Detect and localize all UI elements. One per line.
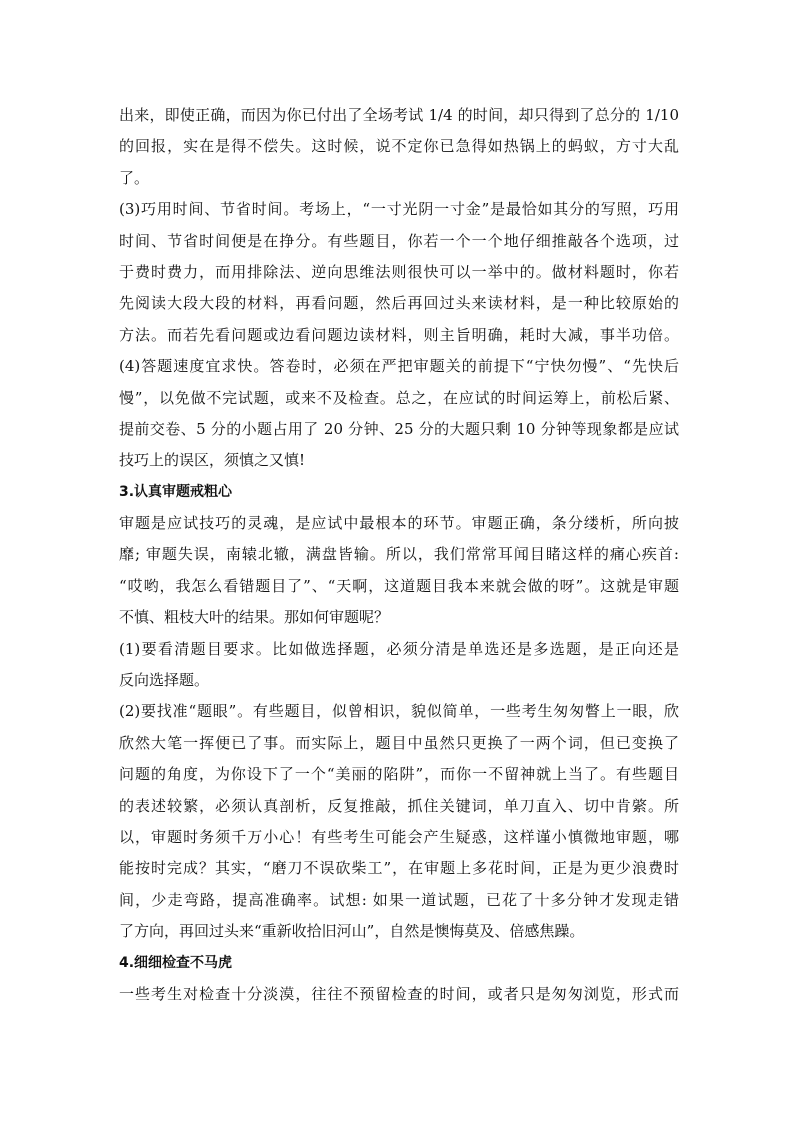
document-page [119, 100, 679, 1010]
section-heading: 4.细细检查不马虎 [119, 954, 233, 971]
text-line: 提前交卷、5 分的小题占用了 20 分钟、25 分的大题只剩 10 分钟等现象都是应试 [119, 419, 679, 438]
text-line: 以，审题时务须千万小心！有些考生可能会产生疑惑，这样谨小慎微地审题，哪 [119, 827, 679, 846]
text-line: “哎哟，我怎么看错题目了”、“天啊，这道题目我本来就会做的呀”。这就是审题 [119, 576, 679, 595]
text-line: 欣然大笔一挥便已了事。而实际上，题目中虽然只更换了一两个词，但已变换了 [119, 733, 679, 752]
text-line: 问题的角度，为你设下了一个“美丽的陷阱”，而你一不留神就上当了。有些题目 [119, 765, 679, 784]
text-line: 反向选择题。 [119, 671, 210, 690]
text-line: 间，少走弯路，提高准确率。试想: 如果一道试题，已花了十多分钟才发现走错 [119, 890, 679, 909]
text-line: 的表述较繁，必须认真剖析，反复推敲，抓住关键词，单刀直入、切中肯綮。所 [119, 796, 679, 815]
text-line: 先阅读大段大段的材料，再看问题，然后再回过头来读材料，是一种比较原始的 [119, 294, 679, 313]
text-line: (4)答题速度宜求快。答卷时，必须在严把审题关的前提下“宁快勿慢”、“先快后 [119, 357, 679, 376]
text-line: 时间、节省时间便是在挣分。有些题目，你若一个一个地仔细推敲各个选项，过 [119, 231, 679, 250]
text-line: 不慎、粗枝大叶的结果。那如何审题呢？ [119, 608, 390, 627]
text-line: 一些考生对检查十分淡漠，往往不预留检查的时间，或者只是匆匆浏览，形式而 [119, 984, 679, 1003]
text-line: 审题是应试技巧的灵魂，是应试中最根本的环节。审题正确，条分缕析，所向披 [119, 514, 679, 533]
text-line: (1)要看清题目要求。比如做选择题，必须分清是单选还是多选题，是正向还是 [119, 639, 679, 658]
text-line: 于费时费力，而用排除法、逆向思维法则很快可以一举中的。做材料题时，你若 [119, 262, 679, 281]
text-line: (3)巧用时间、节省时间。考场上，“一寸光阴一寸金”是最恰如其分的写照，巧用 [119, 200, 679, 219]
text-line: 方法。而若先看问题或边看问题边读材料，则主旨明确，耗时大减，事半功倍。 [119, 325, 679, 344]
text-line: 能按时完成？其实，“磨刀不误砍柴工”，在审题上多花时间，正是为更少浪费时 [119, 859, 679, 878]
text-line: 慢”，以免做不完试题，或来不及检查。总之，在应试的时间运筹上，前松后紧、 [119, 388, 679, 407]
section-heading: 3.认真审题戒粗心 [119, 483, 233, 500]
text-line: 了方向，再回过头来“重新收拾旧河山”，自然是懊悔莫及、倍感焦躁。 [119, 922, 585, 941]
text-line: (2)要找准“题眼”。有些题目，似曾相识，貌似简单，一些考生匆匆瞥上一眼，欣 [119, 702, 679, 721]
text-line: 出来，即使正确，而因为你已付出了全场考试 1/4 的时间，却只得到了总分的 1/10 [119, 106, 679, 124]
text-line: 的回报，实在是得不偿失。这时候，说不定你已急得如热锅上的蚂蚁，方寸大乱 [119, 137, 679, 156]
text-line: 技巧上的误区，须慎之又慎! [119, 451, 306, 470]
text-line: 靡; 审题失误，南辕北辙，满盘皆输。所以，我们常常耳闻目睹这样的痛心疾首: [119, 545, 679, 564]
text-line: 了。 [119, 168, 150, 187]
